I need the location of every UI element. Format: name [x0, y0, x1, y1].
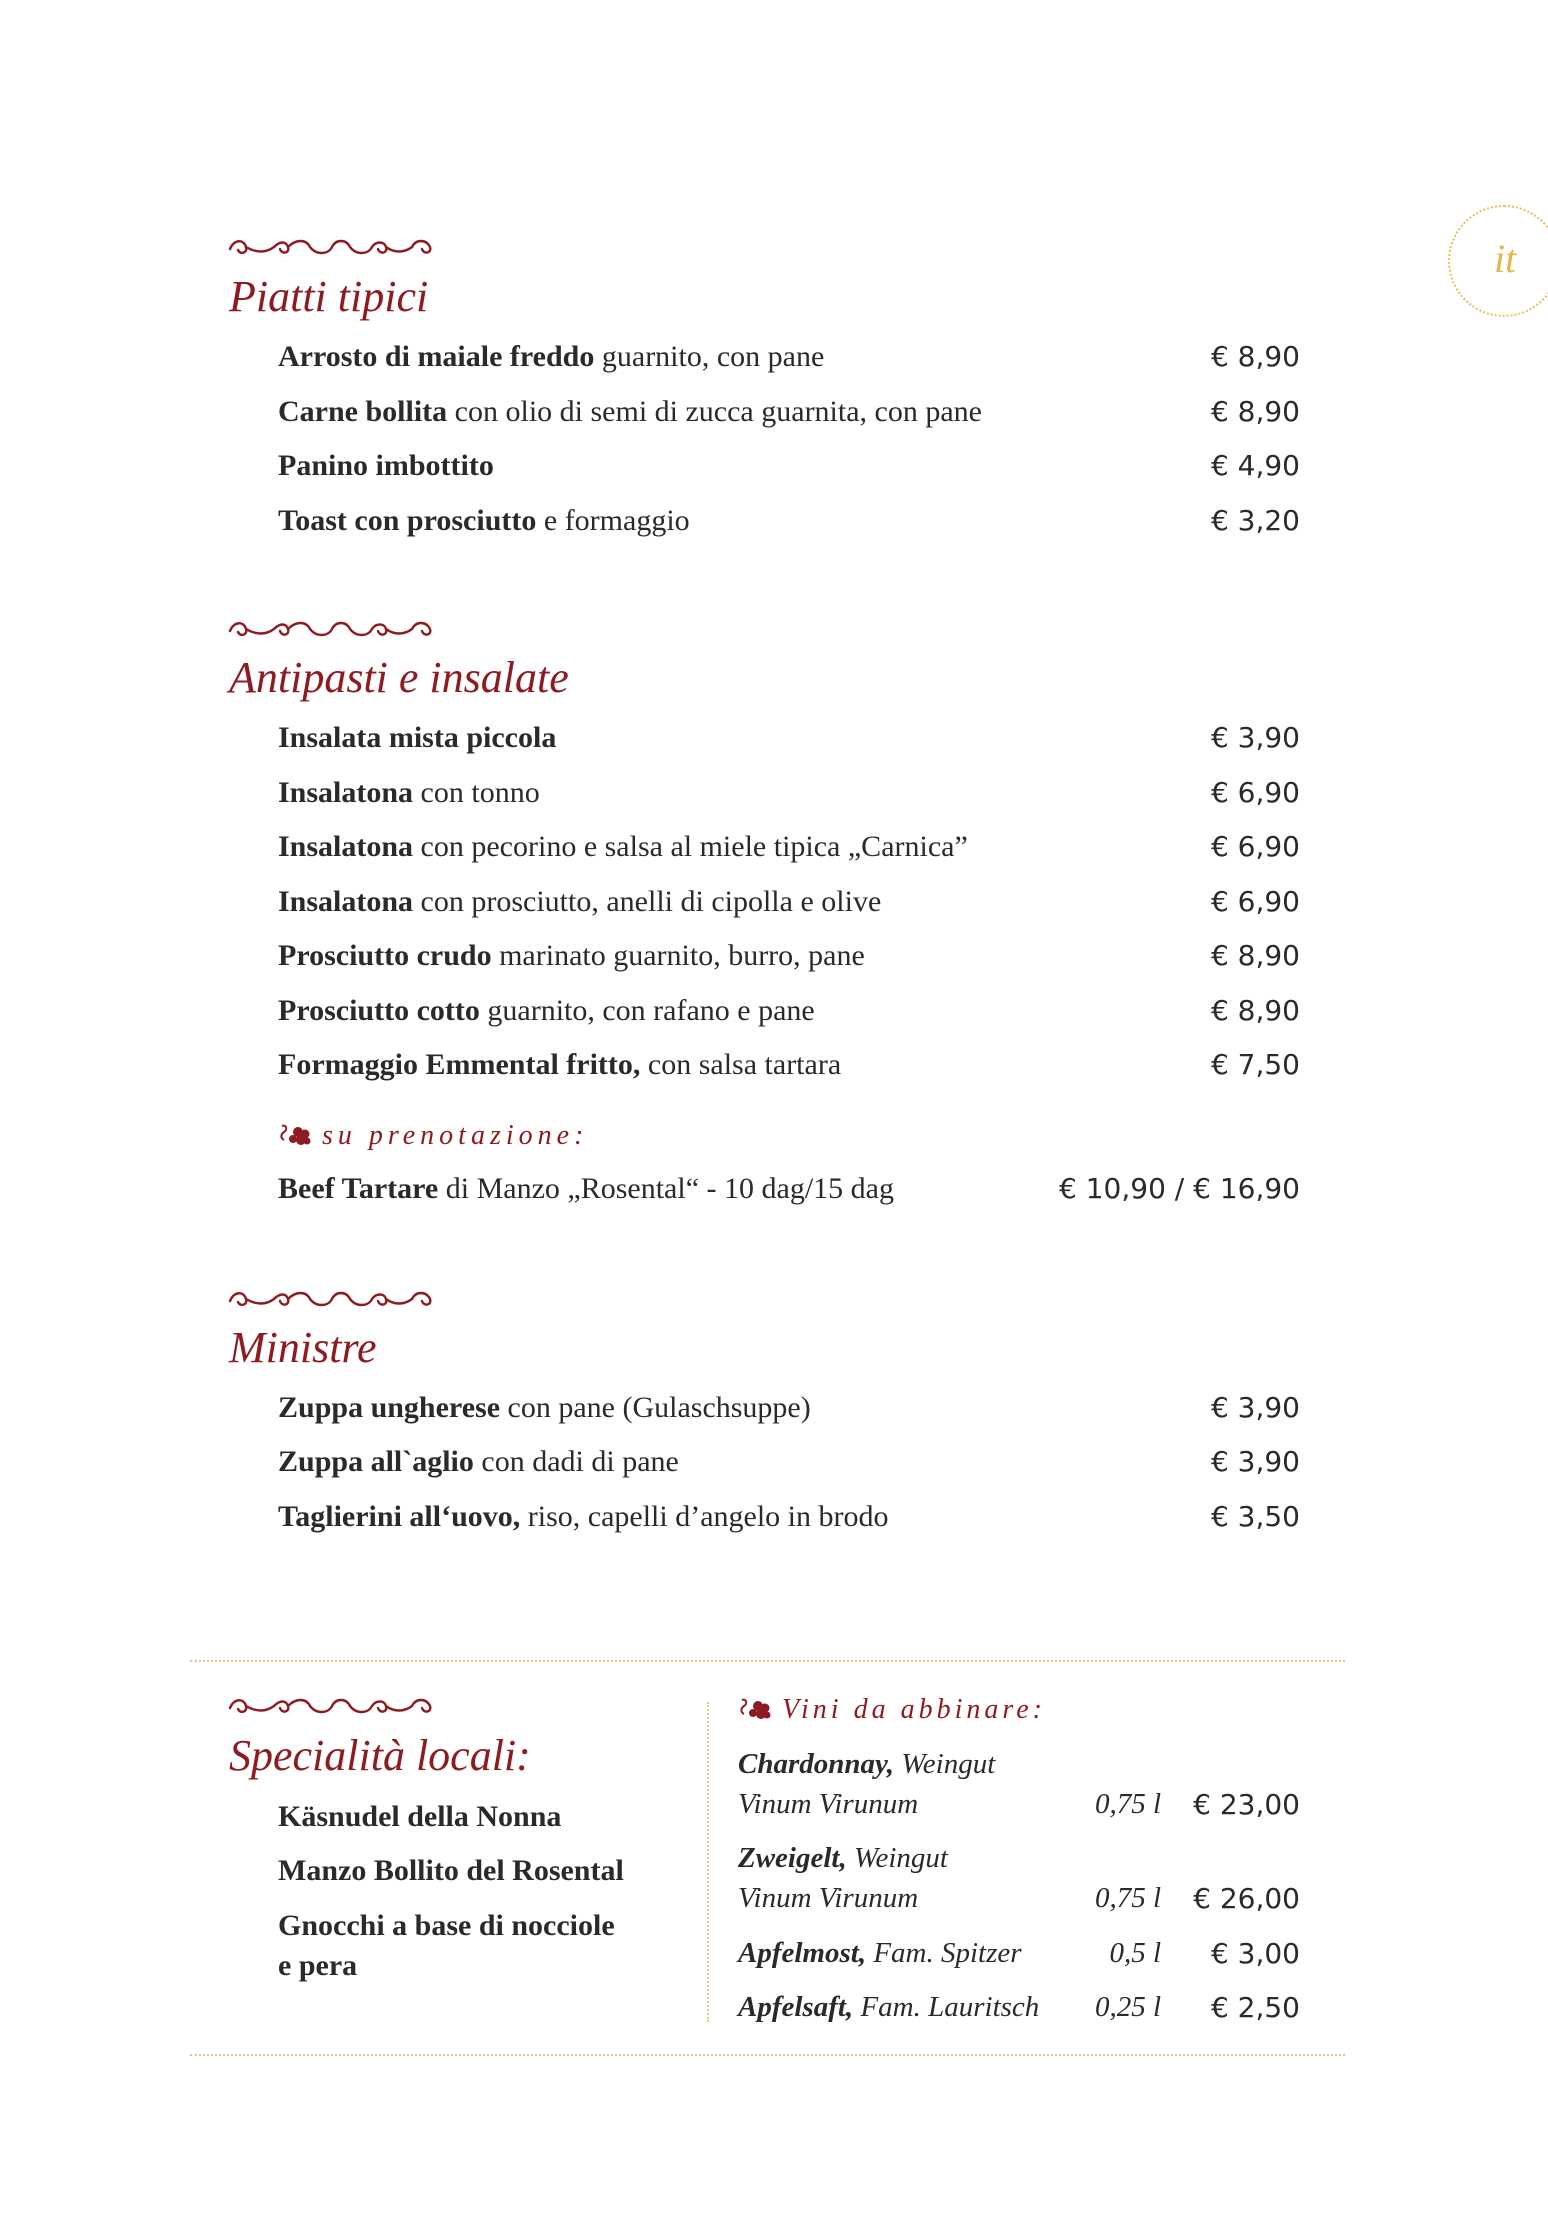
- wine-producer: Weingut: [846, 1842, 948, 1874]
- menu-item: [278, 887, 881, 917]
- wines-title: [738, 1694, 1046, 1726]
- wine-producer: Weingut: [894, 1748, 996, 1780]
- item-price: € 6,90: [1210, 776, 1300, 809]
- grape-icon: [738, 1696, 772, 1722]
- item-price: € 8,90: [1210, 994, 1300, 1027]
- reservation-note-text: su prenotazione:: [322, 1120, 589, 1151]
- wine-name: [738, 1750, 995, 1779]
- item-price: € 3,20: [1210, 504, 1300, 537]
- item-price: € 7,50: [1210, 1048, 1300, 1081]
- wine-volume: 0,25 l: [1094, 1991, 1161, 2023]
- item-price: € 8,90: [1210, 340, 1300, 373]
- wine-producer: Fam. Spitzer: [866, 1937, 1022, 1969]
- specials-item: Gnocchi a base di nocciole: [278, 1909, 615, 1942]
- item-price: € 10,90 / € 16,90: [1059, 1172, 1300, 1205]
- menu-item: [278, 1393, 811, 1423]
- flourish-ornament-icon: [226, 235, 442, 259]
- item-name: Zuppa ungherese: [278, 1391, 501, 1424]
- wine-price: € 2,50: [1210, 1991, 1300, 2024]
- wine-price: € 23,00: [1193, 1788, 1300, 1821]
- item-price: € 4,90: [1210, 449, 1300, 482]
- wine-volume: 0,5 l: [1109, 1937, 1161, 1969]
- language-code: it: [1494, 236, 1517, 281]
- item-desc: guarnito, con pane: [594, 340, 825, 373]
- section-title: Piatti tipici: [229, 272, 429, 321]
- item-desc: con pecorino e salsa al miele tipica „Carnica”: [413, 830, 968, 863]
- menu-item: [278, 342, 824, 372]
- item-name: Prosciutto crudo: [278, 939, 492, 972]
- item-price: € 3,90: [1210, 1391, 1300, 1424]
- item-price: € 3,90: [1210, 1445, 1300, 1478]
- wine-origin: Vinum Virunum: [738, 1882, 919, 1914]
- wine-label: Zweigelt,: [738, 1842, 847, 1874]
- menu-item: [278, 1447, 679, 1477]
- reservation-note: [278, 1120, 588, 1152]
- menu-item: [278, 1050, 841, 1080]
- item-price: € 8,90: [1210, 395, 1300, 428]
- column-divider: [707, 1702, 709, 2022]
- wine-price: € 26,00: [1193, 1882, 1300, 1915]
- item-desc: con prosciutto, anelli di cipolla e olive: [413, 885, 882, 918]
- wine-name: [738, 1939, 1022, 1968]
- wine-producer: Fam. Lauritsch: [853, 1991, 1040, 2023]
- flourish-ornament-icon: [226, 617, 442, 641]
- divider: [190, 2054, 1345, 2056]
- wine-name: [738, 1993, 1039, 2022]
- item-desc: e formaggio: [536, 504, 690, 537]
- item-desc: con dadi di pane: [473, 1445, 679, 1478]
- item-name: Arrosto di maiale freddo: [278, 340, 595, 373]
- item-desc: con tonno: [413, 776, 540, 809]
- menu-item: [278, 506, 690, 536]
- item-desc: di Manzo „Rosental“ - 10 dag/15 dag: [438, 1172, 894, 1205]
- item-name: Prosciutto cotto: [278, 994, 480, 1027]
- section-title: Ministre: [229, 1323, 377, 1372]
- wine-price: € 3,00: [1210, 1937, 1300, 1970]
- item-name: Zuppa all`aglio: [278, 1445, 474, 1478]
- item-name: Taglierini all‘uovo,: [278, 1500, 521, 1533]
- item-price: € 8,90: [1210, 939, 1300, 972]
- item-price: € 6,90: [1210, 830, 1300, 863]
- specials-item: Käsnudel della Nonna: [278, 1800, 562, 1833]
- flourish-ornament-icon: [226, 1694, 442, 1718]
- item-desc: con pane (Gulaschsuppe): [500, 1391, 811, 1424]
- item-name: Toast con prosciutto: [278, 504, 537, 537]
- specials-item: Manzo Bollito del Rosental: [278, 1854, 624, 1887]
- item-desc: marinato guarnito, burro, pane: [491, 939, 865, 972]
- divider: [190, 1660, 1345, 1662]
- wine-origin: Vinum Virunum: [738, 1788, 919, 1820]
- wines-title-text: Vini da abbinare:: [782, 1694, 1046, 1725]
- wine-label: Apfelmost,: [738, 1937, 867, 1969]
- item-price: € 3,90: [1210, 721, 1300, 754]
- menu-item: [278, 397, 982, 427]
- menu-item: [278, 1174, 894, 1204]
- item-desc: con olio di semi di zucca guarnita, con pane: [447, 395, 982, 428]
- item-price: € 3,50: [1210, 1500, 1300, 1533]
- item-name: Panino imbottito: [278, 449, 494, 482]
- grape-icon: [278, 1122, 312, 1148]
- specials-item: e pera: [278, 1949, 358, 1982]
- flourish-ornament-icon: [226, 1287, 442, 1311]
- wine-label: Apfelsaft,: [738, 1991, 854, 2023]
- specials-title: Specialità locali:: [229, 1731, 531, 1780]
- item-name: Insalatona: [278, 885, 414, 918]
- item-name: Formaggio Emmental fritto,: [278, 1048, 641, 1081]
- language-badge: [1448, 205, 1548, 317]
- section-title: Antipasti e insalate: [229, 653, 569, 702]
- menu-item: [278, 451, 494, 481]
- wine-volume: 0,75 l: [1094, 1882, 1161, 1914]
- wine-name: [738, 1844, 948, 1873]
- menu-item: [278, 1502, 889, 1532]
- item-desc: con salsa tartara: [640, 1048, 842, 1081]
- menu-item: [278, 832, 968, 862]
- menu-item: [278, 941, 865, 971]
- item-desc: guarnito, con rafano e pane: [479, 994, 815, 1027]
- wine-volume: 0,75 l: [1094, 1788, 1161, 1820]
- menu-item: [278, 996, 815, 1026]
- menu-item: [278, 723, 556, 753]
- item-name: Beef Tartare: [278, 1172, 439, 1205]
- item-name: Insalatona: [278, 776, 414, 809]
- item-price: € 6,90: [1210, 885, 1300, 918]
- item-name: Insalata mista piccola: [278, 721, 557, 754]
- item-name: Carne bollita: [278, 395, 448, 428]
- menu-item: [278, 778, 540, 808]
- wine-label: Chardonnay,: [738, 1748, 895, 1780]
- item-desc: riso, capelli d’angelo in brodo: [520, 1500, 889, 1533]
- item-name: Insalatona: [278, 830, 414, 863]
